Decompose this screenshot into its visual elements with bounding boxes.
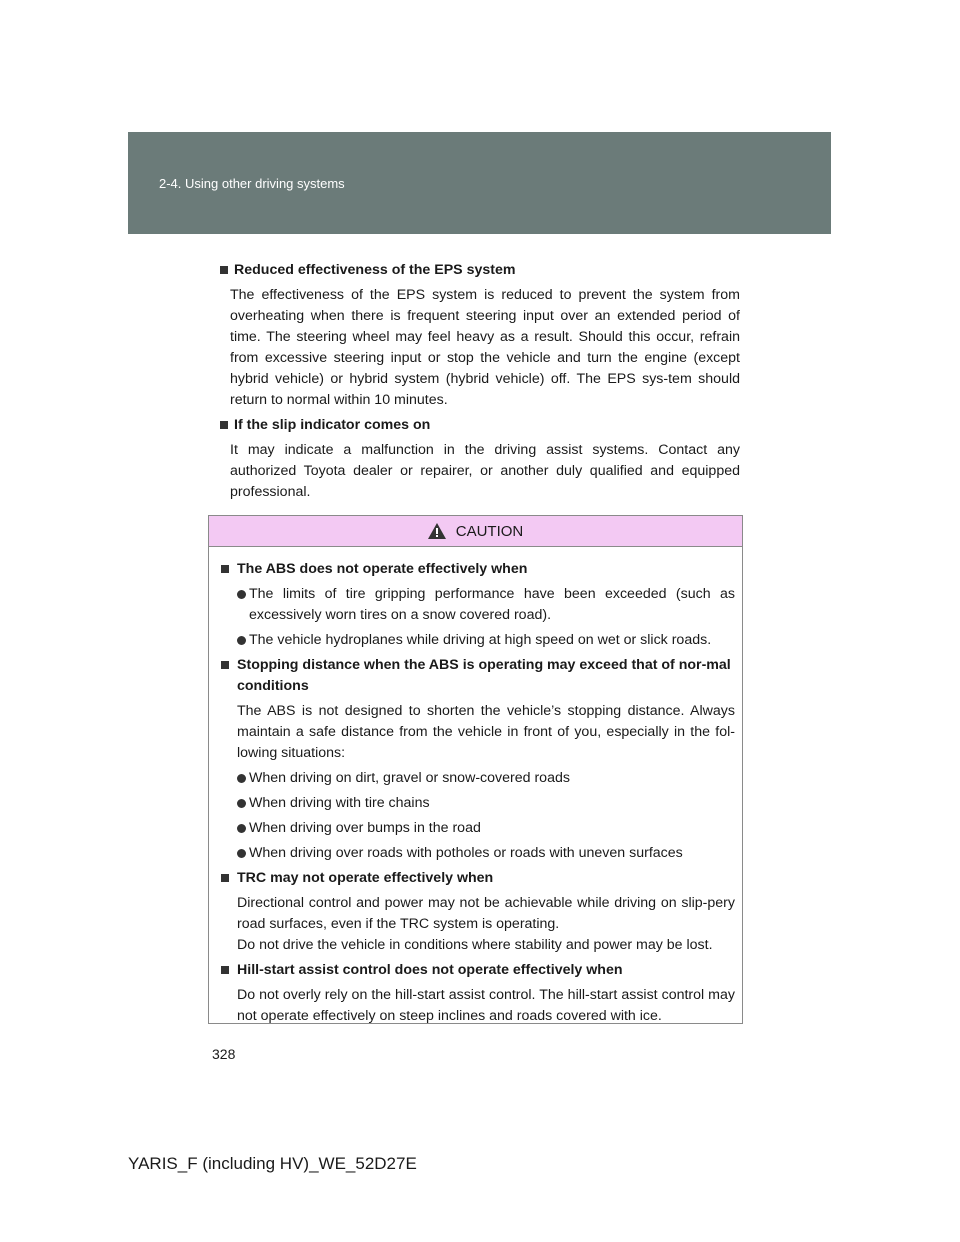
- main-content: [220, 260, 740, 503]
- caution-item-title-text: TRC may not operate effectively when: [237, 870, 494, 886]
- document-footer: YARIS_F (including HV)_WE_52D27E: [128, 1154, 417, 1173]
- list-item: [237, 793, 735, 814]
- section-title: [220, 415, 740, 436]
- caution-item-trc: [221, 868, 735, 956]
- section-paragraph: It may indicate a malfunction in the driving assist systems. Contact any authorized Toyota dealer or repairer, or another duly qualified and equipped professional.: [230, 442, 740, 500]
- square-bullet-icon: [220, 266, 228, 274]
- caution-label: CAUTION: [455, 522, 524, 540]
- caution-item-hill-start: [221, 960, 735, 1027]
- warning-triangle-icon: [428, 523, 446, 539]
- round-bullet-icon: [237, 799, 246, 808]
- list-item-text: The limits of tire gripping performance have been exceeded (such as excessively worn tires on a snow covered road).: [249, 586, 735, 623]
- square-bullet-icon: [221, 874, 229, 882]
- caution-item-title: [221, 655, 735, 697]
- caution-item-title-text: Hill-start assist control does not operate effectively when: [237, 962, 623, 978]
- page-number: 328: [212, 1046, 236, 1062]
- list-item-text: When driving over bumps in the road: [249, 820, 481, 836]
- section-header-bar: [128, 132, 831, 234]
- section-title-text: If the slip indicator comes on: [234, 417, 431, 433]
- list-item-text: When driving with tire chains: [249, 795, 430, 811]
- section-title-text: Reduced effectiveness of the EPS system: [234, 262, 516, 278]
- breadcrumb: 2-4. Using other driving systems: [159, 176, 345, 191]
- square-bullet-icon: [221, 966, 229, 974]
- round-bullet-icon: [237, 849, 246, 858]
- list-item: [237, 584, 735, 626]
- list-item-text: When driving on dirt, gravel or snow-covered roads: [249, 770, 570, 786]
- caution-box: [208, 515, 743, 1024]
- list-item: [237, 818, 735, 839]
- list-item-text: The vehicle hydroplanes while driving at high speed on wet or slick roads.: [249, 632, 712, 648]
- list-item-text: When driving over roads with potholes or roads with uneven surfaces: [249, 845, 683, 861]
- section-eps: [220, 260, 740, 411]
- caution-item-title-text: Stopping distance when the ABS is operating may exceed that of nor-mal conditions: [237, 657, 731, 694]
- caution-item-title: [221, 559, 735, 580]
- caution-body: [209, 547, 742, 1027]
- round-bullet-icon: [237, 636, 246, 645]
- list-item: [237, 768, 735, 789]
- caution-item-title: [221, 960, 735, 981]
- square-bullet-icon: [221, 661, 229, 669]
- caution-paragraph: [237, 893, 735, 956]
- section-paragraph: The effectiveness of the EPS system is reduced to prevent the system from overheating when there is frequent steering input over an extended period of time. The steering wheel may feel heavy as a result. Should this occur, refrain from excessive steering input or stop the vehicle and turn the engine (except hybrid vehicle) or hybrid system (hybrid vehicle) off. The EPS sys-tem should return to normal within 10 minutes.: [230, 287, 740, 408]
- section-slip-indicator: [220, 415, 740, 503]
- list-item: [237, 843, 735, 864]
- caution-paragraph-line: Directional control and power may not be achievable while driving on slip-pery road surfaces, even if the TRC system is operating.: [237, 895, 735, 932]
- square-bullet-icon: [221, 565, 229, 573]
- caution-paragraph-line: Do not drive the vehicle in conditions where stability and power may be lost.: [237, 937, 713, 953]
- caution-paragraph: Do not overly rely on the hill-start assist control. The hill-start assist control may not operate effectively on steep inclines and roads covered with ice.: [237, 987, 735, 1024]
- round-bullet-icon: [237, 774, 246, 783]
- caution-header: [209, 516, 742, 547]
- square-bullet-icon: [220, 421, 228, 429]
- round-bullet-icon: [237, 824, 246, 833]
- round-bullet-icon: [237, 590, 246, 599]
- list-item: [237, 630, 735, 651]
- caution-paragraph: The ABS is not designed to shorten the vehicle’s stopping distance. Always maintain a safe distance from the vehicle in front of you, especially in the fol-lowing situations:: [237, 703, 735, 761]
- caution-item-title-text: The ABS does not operate effectively when: [237, 561, 528, 577]
- caution-item-title: [221, 868, 735, 889]
- caution-item-stopping-distance: [221, 655, 735, 864]
- section-title: [220, 260, 740, 281]
- caution-item-abs: [221, 559, 735, 651]
